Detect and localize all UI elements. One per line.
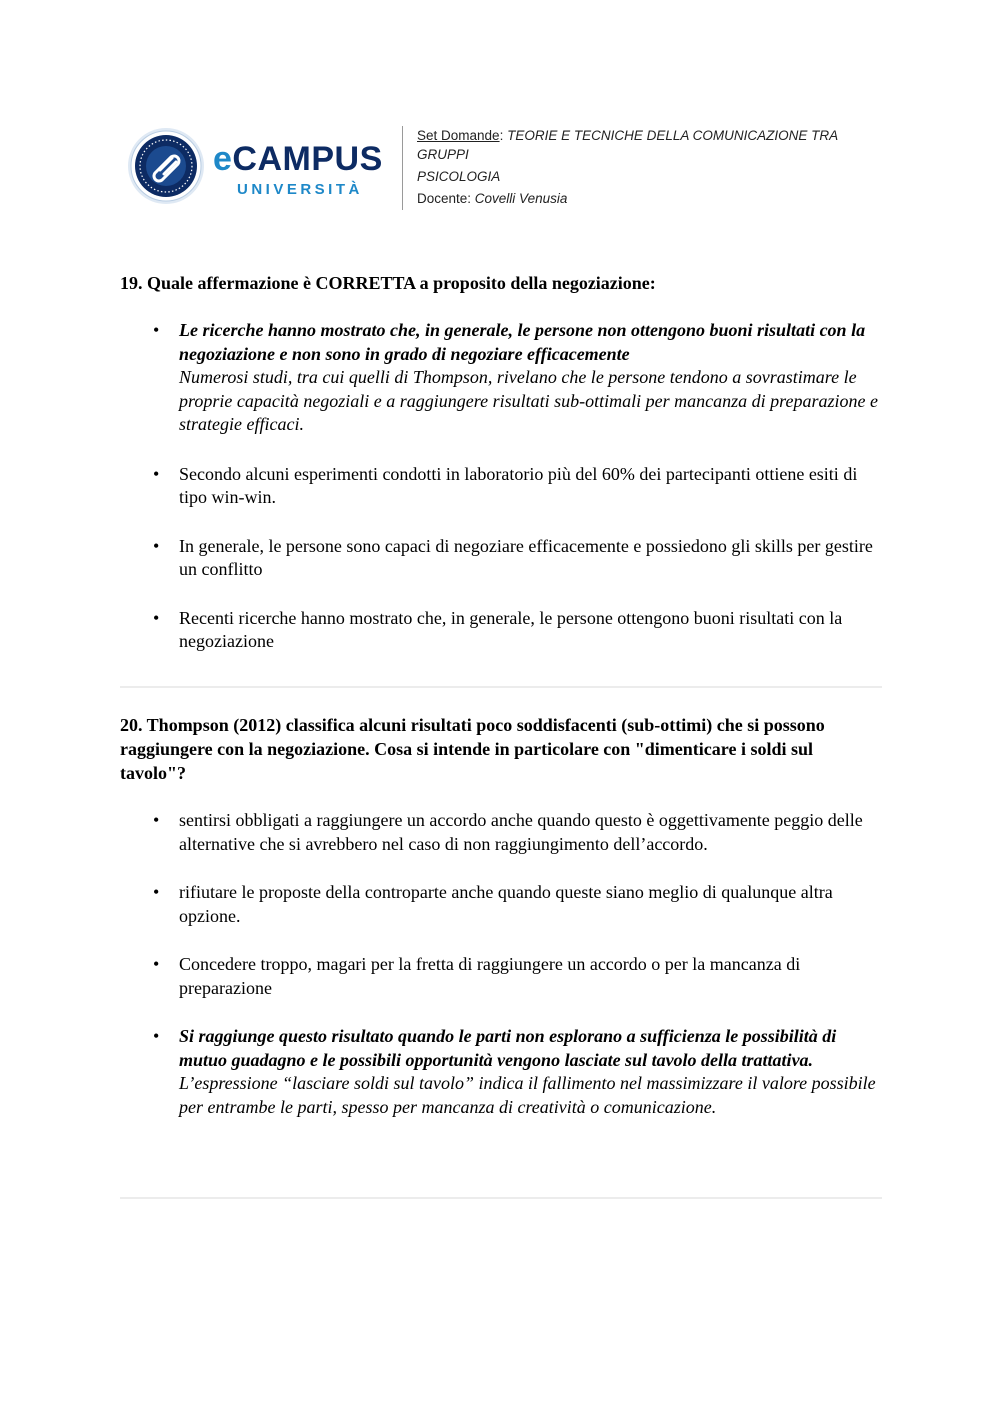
set-domande-value-cont: GRUPPI [417, 147, 469, 162]
answer-text: Le ricerche hanno mostrato che, in generale, le persone non ottengono buoni risultati con la negoziazione e non sono in grado di negoziare efficacemente [179, 320, 866, 364]
answer-explanation: Numerosi studi, tra cui quelli di Thompson, rivelano che le persone tendono a sovrastimare le proprie capacità negoziali e a raggiungere risultati sub-ottimali per mancanza di preparazione e strategie efficaci. [179, 367, 878, 434]
bullet: • [153, 810, 160, 830]
answer-item [120, 953, 882, 1000]
answer-item [120, 607, 882, 654]
answer-text: rifiutare le proposte della controparte anche quando queste siano meglio di qualunque altra opzione. [179, 882, 833, 926]
section-divider [120, 686, 882, 688]
answer-item [120, 809, 882, 856]
teacher-line [417, 189, 887, 208]
header-info [417, 126, 887, 208]
answer-item [120, 535, 882, 582]
answer-item-correct [120, 319, 882, 437]
set-domande-value: TEORIE E TECNICHE DELLA COMUNICAZIONE TRA [507, 128, 839, 143]
answer-text: Concedere troppo, magari per la fretta di raggiungere un accordo o per la mancanza di preparazione [179, 954, 801, 998]
ecampus-wordmark: eCAMPUS [213, 140, 383, 178]
answer-item [120, 881, 882, 928]
question-19 [120, 271, 882, 654]
document-header [125, 124, 885, 214]
header-divider [402, 126, 403, 210]
set-domande-label: Set Domande [417, 128, 500, 143]
question-title: 19. Quale affermazione è CORRETTA a proposito della negoziazione: [120, 273, 656, 293]
answer-item [120, 463, 882, 510]
section-divider [120, 1197, 882, 1199]
answer-text: sentirsi obbligati a raggiungere un accordo anche quando questo è oggettivamente peggio delle alternative che si avrebbero nel caso di non raggiungimento dell’accordo. [179, 810, 863, 854]
teacher-label: Docente: [417, 191, 475, 206]
answer-list [120, 809, 882, 1119]
teacher-name: Covelli Venusia [474, 191, 568, 206]
answer-text: Si raggiunge questo risultato quando le parti non esplorano a sufficienza le possibilità di mutuo guadagno e le possibili opportunità vengono lasciate sul tavolo della trattativa. [179, 1026, 837, 1070]
answer-list [120, 319, 882, 654]
subject-line: PSICOLOGIA [417, 169, 501, 184]
bullet: • [153, 1026, 160, 1046]
bullet: • [153, 607, 160, 628]
ecampus-seal-icon [127, 127, 205, 205]
bullet: • [153, 535, 160, 556]
answer-text: Recenti ricerche hanno mostrato che, in generale, le persone ottengono buoni risultati con la negoziazione [179, 607, 843, 651]
bullet: • [153, 954, 160, 974]
ecampus-subtitle: UNIVERSITÀ [237, 181, 363, 198]
answer-explanation: L’espressione “lasciare soldi sul tavolo” indica il fallimento nel massimizzare il valore possibile per entrambe le parti, spesso per mancanza di creatività o comunicazione. [179, 1073, 876, 1117]
bullet: • [153, 882, 160, 902]
answer-text: Secondo alcuni esperimenti condotti in laboratorio più del 60% dei partecipanti ottiene esiti di tipo win-win. [179, 463, 858, 507]
answer-text: In generale, le persone sono capaci di negoziare efficacemente e possiedono gli skills per gestire un conflitto [179, 535, 873, 579]
bullet: • [153, 463, 160, 484]
question-20 [120, 713, 882, 1119]
set-domande-line: Set Domande: TEORIE E TECNICHE DELLA COMUNICAZIONE TRA [417, 128, 839, 143]
question-title: 20. Thompson (2012) classifica alcuni risultati poco soddisfacenti (sub-ottimi) che si possono raggiungere con la negoziazione. Cosa si intende in particolare con "dimenticare i soldi sul tavolo"? [120, 715, 825, 783]
ecampus-logo [125, 124, 395, 210]
bullet: • [153, 320, 160, 340]
answer-item-correct [120, 1025, 882, 1119]
